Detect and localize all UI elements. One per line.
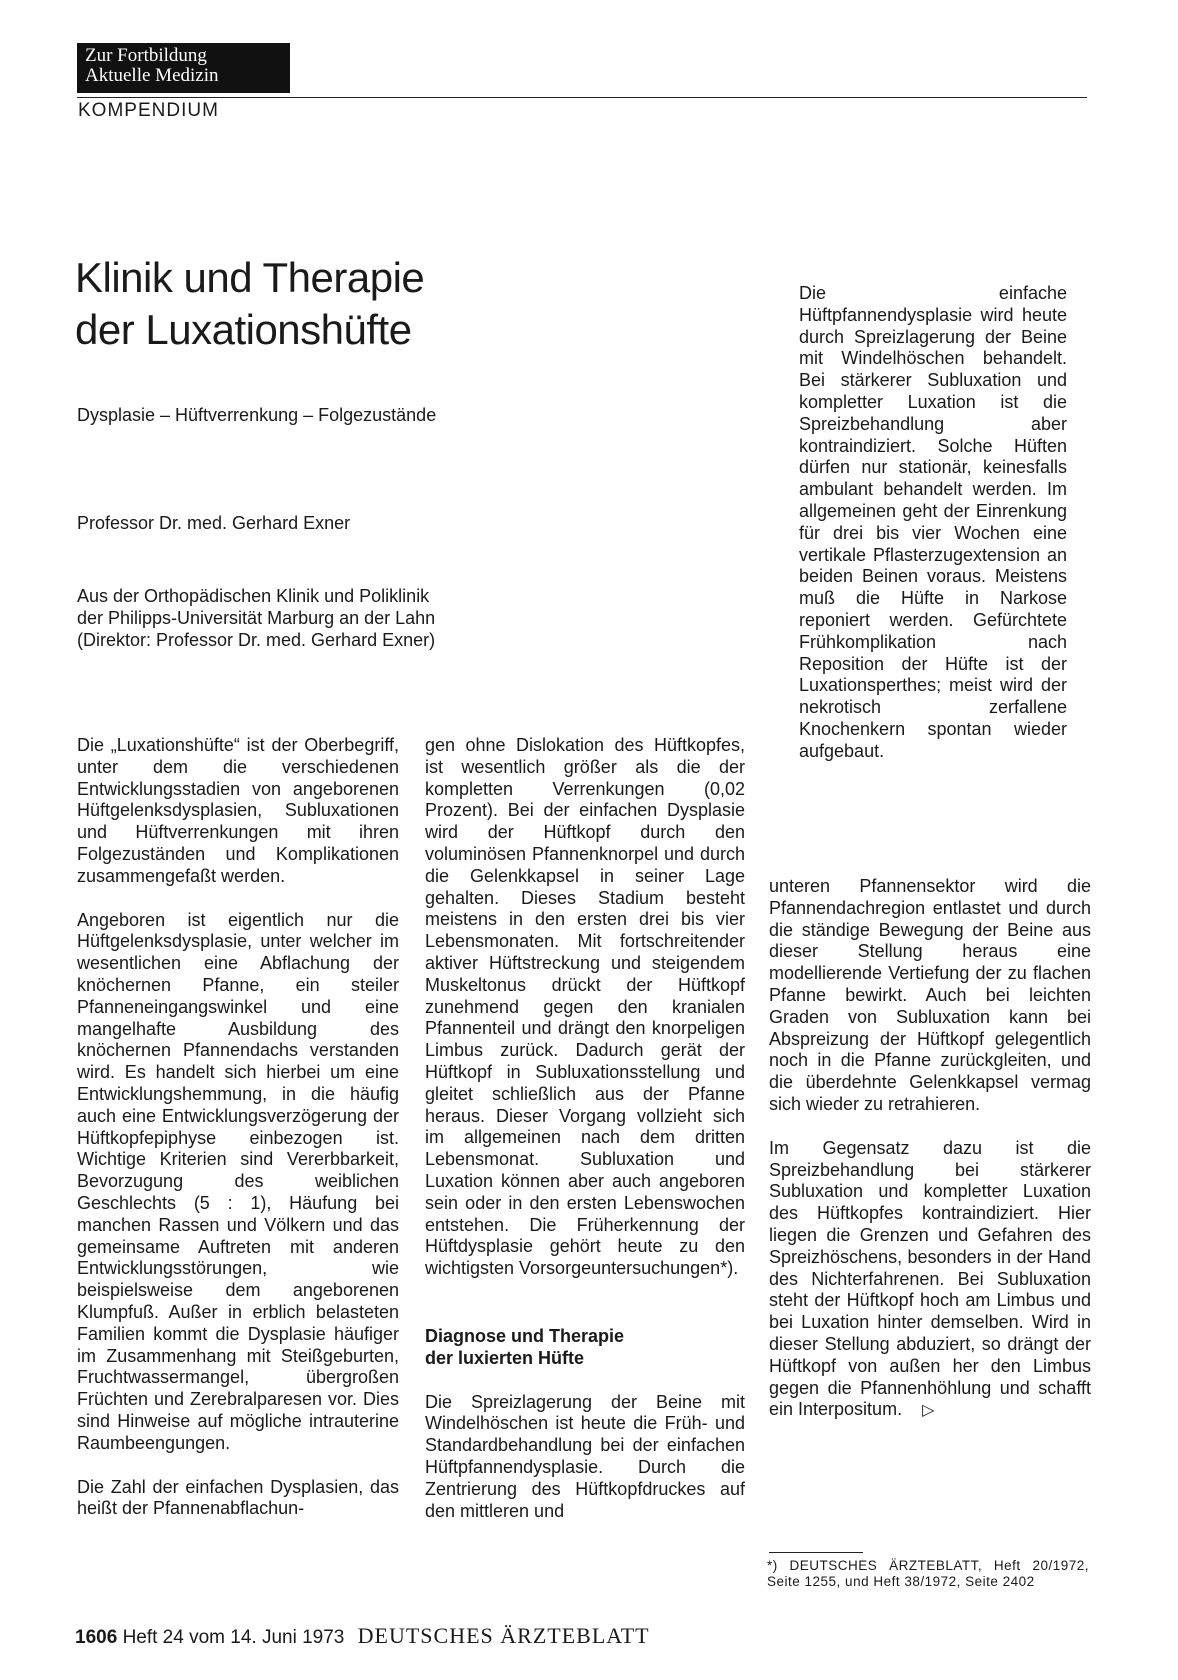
section-heading (425, 1326, 745, 1370)
affiliation (77, 585, 435, 651)
title-line-2: der Luxationshüfte (75, 306, 412, 353)
footnote-text: *) DEUTSCHES ÄRZTEBLATT, Heft 20/1972, Seite 1255, und Heft 38/1972, Seite 2402 (767, 1558, 1089, 1589)
paragraph: unteren Pfannensektor wird die Pfannendachregion entlastet und durch die ständige Bewegung der Beine aus dieser Stellung heraus eine modellierende Vertiefung der zu flachen Pfanne bewirkt. Auch bei leichten Graden von Subluxation kann bei Abspreizung der Hüftkopf gelegentlich noch in die Pfanne zurückgleiten, und die überdehnte Gelenkkapsel vermag sich wieder zu retrahieren. (769, 876, 1091, 1114)
body-column-1 (77, 735, 399, 1520)
paragraph: gen ohne Dislokation des Hüftkopfes, ist wesentlich größer als die der kompletten Verrenkungen (0,02 Prozent). Bei der einfachen Dysplasie wird der Hüftkopf durch den voluminösen Pfannenknorpel und durch die Gelenkkapsel in seiner Lage gehalten. Dieses Stadium besteht meistens in den ersten drei bis vier Lebensmonaten. Mit fortschreitender aktiver Hüftstreckung und steigendem Muskeltonus drückt der Hüftkopf zunehmend gegen den kranialen Pfannenteil und drängt den knorpeligen Limbus zurück. Dadurch gerät der Hüftkopf in Subluxationsstellung und gleitet schließlich aus der Pfanne heraus. Dieser Vorgang vollzieht sich im allgemeinen nach dem dritten Lebensmonat. Subluxation und Luxation können aber auch angeboren sein oder in den ersten Lebenswochen entstehen. Die Früherkennung der Hüftdysplasie gehört heute zu den wichtigsten Vorsorgeuntersuchungen*). (425, 735, 745, 1279)
page-footer (75, 1623, 650, 1649)
rubric-box (77, 43, 290, 93)
paragraph: Die „Luxationshüfte“ ist der Oberbegriff, unter dem die verschiedenen Entwicklungsstadien von angeborenen Hüftgelenksdysplasien, Subluxationen und Hüftverrenkungen mit ihren Folgezuständen und Komplikationen zusammengefaßt werden. (77, 735, 399, 886)
paragraph (769, 1138, 1091, 1422)
article-subtitle: Dysplasie – Hüftverrenkung – Folgezustände (77, 405, 437, 425)
summary-text: Die einfache Hüftpfannendysplasie wird heute durch Spreizlagerung der Beine mit Windelhöschen behandelt. Bei stärkerer Subluxation und kompletter Luxation ist die Spreizbehandlung aber kontraindiziert. Solche Hüften dürfen nur stationär, keinesfalls ambulant behandelt werden. Im allgemeinen geht der Einrenkung für drei bis vier Wochen eine vertikale Pflasterzugextension an beiden Beinen voraus. Meistens muß die Hüfte in Narkose reponiert werden. Gefürchtete Frühkomplikation nach Reposition der Hüfte ist der Luxationsperthes; meist wird der nekrotisch zerfallene Knochenkern spontan wieder aufgebaut. (799, 283, 1067, 761)
journal-name: DEUTSCHES ÄRZTEBLATT (357, 1623, 650, 1648)
summary-box (799, 283, 1067, 763)
continue-arrow-icon: ▷ (922, 1402, 935, 1420)
paragraph-text: Im Gegensatz dazu ist die Spreizbehandlung bei stärkerer Subluxation und kompletter Luxation des Hüftkopfes kontraindiziert. Hier liegen die Grenzen und Gefahren des Spreizhöschens, besonders in der Hand des Nichterfahrenen. Bei Subluxation steht der Hüftkopf hoch am Limbus und bei Luxation hinter demselben. Wird in dieser Stellung abduziert, so drängt der Hüftkopf von außen her den Limbus gegen die Pfannenhöhlung und schafft ein Interpositum. (769, 1137, 1091, 1420)
page-number: 1606 (75, 1627, 118, 1648)
footnote-rule (769, 1552, 863, 1553)
header-rule (77, 97, 1087, 98)
paragraph: Die Zahl der einfachen Dysplasien, das heißt der Pfannenabflachun- (77, 1476, 399, 1519)
body-column-3 (769, 876, 1091, 1422)
article-title (75, 252, 675, 356)
affiliation-line-1: Aus der Orthopädischen Klinik und Poliklinik (77, 586, 430, 606)
issue-info: Heft 24 vom 14. Juni 1973 (122, 1627, 345, 1648)
paragraph: Angeboren ist eigentlich nur die Hüftgelenksdysplasie, unter welcher im wesentlichen eine Abflachung der knöchernen Pfanne, ein steiler Pfanneneingangswinkel und eine mangelhafte Ausbildung des knöchernen Pfannendachs verstanden wird. Es handelt sich hierbei um eine Entwicklungshemmung, in die häufig auch eine Entwicklungsverzögerung der Hüftkopfepiphyse einbezogen ist. Wichtige Kriterien sind Vererbbarkeit, Bevorzugung des weiblichen Geschlechts (5 : 1), Häufung bei manchen Rassen und Völkern und das gemeinsame Auftreten mit anderen Entwicklungsstörungen, wie beispielsweise dem angeborenen Klumpfuß. Außer in erblich belasteten Familien kommt die Dysplasie häufiger im Zusammenhang mit Steißgeburten, Fruchtwassermangel, übergroßen Früchten und Zerebralparesen vor. Dies sind Hinweise auf mögliche intrauterine Raumbeengungen. (77, 909, 399, 1453)
paragraph: Die Spreizlagerung der Beine mit Windelhöschen ist heute die Früh- und Standardbehandlung bei der einfachen Hüftpfannendysplasie. Durch die Zentrierung des Hüftkopfdruckes auf den mittleren und (425, 1391, 745, 1521)
affiliation-line-2: der Philipps-Universität Marburg an der Lahn (77, 608, 436, 628)
rubric-line-1: Zur Fortbildung (85, 45, 207, 66)
author-line: Professor Dr. med. Gerhard Exner (77, 513, 351, 533)
affiliation-line-3: (Direktor: Professor Dr. med. Gerhard Exner) (77, 630, 436, 650)
body-column-2 (425, 735, 745, 1522)
footnote (767, 1558, 1089, 1590)
section-heading-line-1: Diagnose und Therapie (425, 1325, 625, 1346)
section-heading-line-2: der luxierten Hüfte (425, 1347, 585, 1368)
rubric-line-2: Aktuelle Medizin (85, 65, 219, 86)
section-label: KOMPENDIUM (78, 100, 219, 121)
title-line-1: Klinik und Therapie (75, 254, 425, 301)
